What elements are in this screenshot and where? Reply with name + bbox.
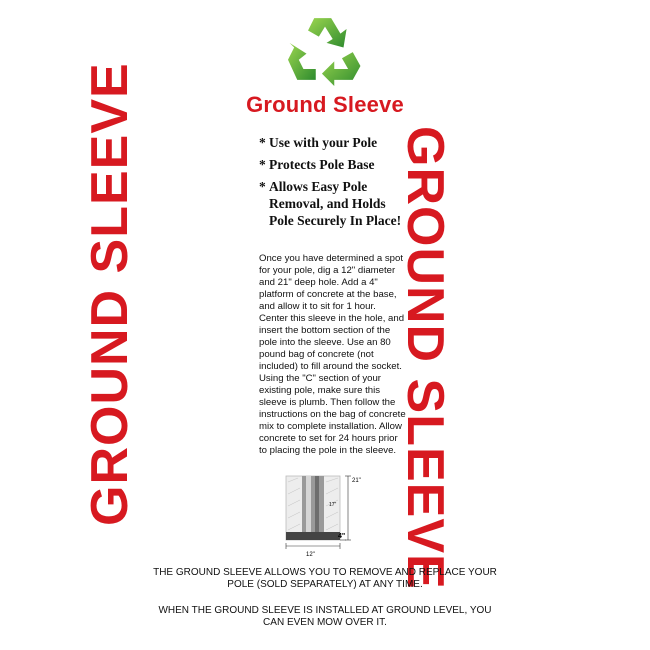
bullet-star: *: [259, 157, 266, 172]
sleeve-diagram: [280, 472, 380, 558]
concrete-base: [286, 532, 340, 540]
feature-text: Protects Pole Base: [269, 157, 375, 172]
footer-note-1: THE GROUND SLEEVE ALLOWS YOU TO REMOVE AND REPLACE YOUR POLE (SOLD SEPARATELY) AT ANY TIME.: [153, 567, 497, 590]
feature-item: [259, 134, 407, 151]
sleeve-highlight: [306, 476, 311, 532]
feature-item: [259, 156, 407, 173]
feature-item: [259, 178, 407, 229]
label-total-depth: 21": [352, 478, 361, 484]
side-label-left: GROUND SLEEVE: [81, 62, 139, 526]
installation-instructions: Once you have determined a spot for your pole, dig a 12" diameter and 21" deep hole. Add a 4" platform of concrete at the base, and allow it to sit for 1 hour. Center this sleeve in the hole, and insert the bottom section of the pole into the sleeve. Use an 80 pound bag of concrete (not included) to fill around the socket. Using the "C" section of your existing pole, make sure this sleeve is plumb. Then follow the instructions on the bag of concrete mix to complete installation. Allow concrete to set for 24 hours prior to placing the pole in the sleeve.: [259, 253, 406, 456]
label-hole-width: 12": [306, 552, 315, 558]
product-title: Ground Sleeve: [246, 92, 404, 117]
side-label-right: GROUND SLEEVE: [396, 126, 454, 590]
sleeve-tube: [302, 476, 324, 532]
bullet-star: *: [259, 135, 266, 150]
footer-note-2: WHEN THE GROUND SLEEVE IS INSTALLED AT GROUND LEVEL, YOU CAN EVEN MOW OVER IT.: [158, 605, 492, 628]
feature-text: Use with your Pole: [269, 135, 378, 150]
label-sleeve-height: 17": [329, 502, 337, 508]
label-base-height: 4": [338, 533, 346, 540]
feature-list: [259, 134, 407, 234]
sleeve-shadow: [315, 476, 319, 532]
recycle-icon: [286, 12, 364, 86]
bullet-star: *: [259, 179, 266, 194]
feature-text: Allows Easy Pole Removal, and Holds Pole Securely In Place!: [269, 179, 402, 228]
